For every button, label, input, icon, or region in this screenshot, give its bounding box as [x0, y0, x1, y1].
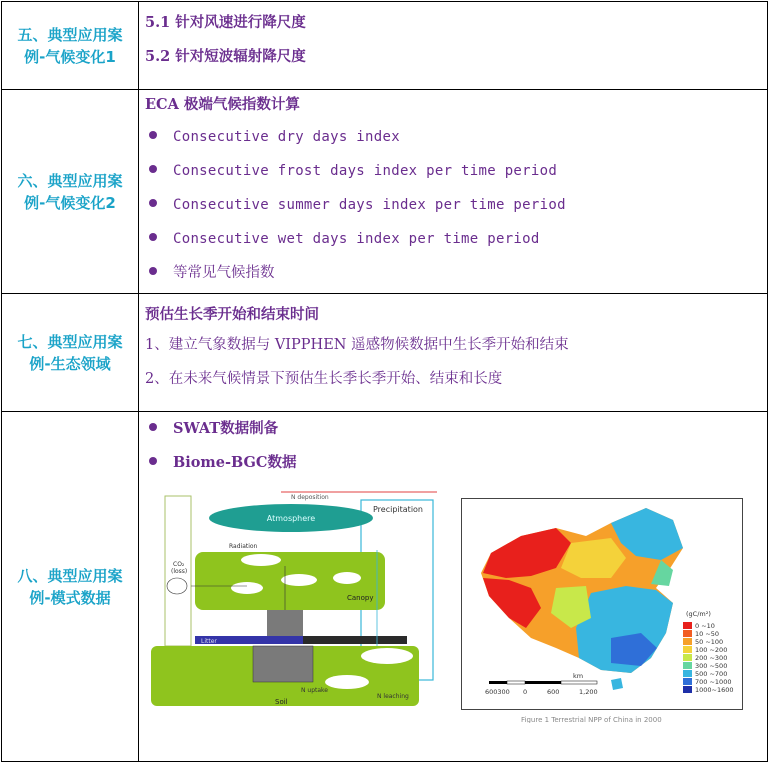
litter-bar-dark	[303, 636, 407, 644]
legend-swatch	[683, 662, 692, 669]
legend-swatch	[683, 622, 692, 629]
n-uptake-label: N uptake	[301, 687, 328, 694]
scale-segment	[507, 681, 525, 684]
scale-segment	[525, 681, 561, 684]
row-content-8	[139, 412, 768, 762]
loss-node	[167, 578, 187, 594]
list-item	[139, 188, 767, 222]
legend-swatch	[683, 686, 692, 693]
map-caption: Figure 1 Terrestrial NPP of China in 2000	[521, 716, 662, 723]
bullet-icon	[149, 165, 157, 173]
legend-swatch	[683, 638, 692, 645]
loss-label: (loss)	[171, 568, 188, 575]
bullet-icon	[149, 457, 157, 465]
bullet-icon	[149, 423, 157, 431]
co2-label: CO₂	[173, 561, 185, 568]
precipitation-label: Precipitation	[373, 505, 424, 514]
canopy-label: Canopy	[347, 594, 374, 602]
radiation-label: Radiation	[229, 543, 258, 550]
list-item	[139, 446, 767, 480]
legend-label: 700 ~1000	[695, 678, 732, 686]
list-item-text: Biome-BGC数据	[173, 454, 297, 471]
list-item-text: 等常见气候指数	[173, 265, 275, 281]
label-line: 例-气候变化2	[24, 193, 116, 212]
row-content-5	[139, 2, 768, 90]
legend-label: 300 ~500	[695, 662, 728, 670]
n-deposition-label: N deposition	[291, 494, 329, 501]
list-item	[139, 256, 767, 290]
region-hainan	[611, 678, 623, 690]
canopy-node	[241, 554, 281, 566]
biome-bgc-diagram	[151, 490, 441, 730]
row-label-5	[2, 2, 139, 90]
soil-pool	[253, 646, 313, 682]
list-item-text: Consecutive summer days index per time period	[173, 197, 566, 213]
scale-label: 600	[547, 688, 560, 696]
legend-title: (gC/m²)	[686, 610, 711, 618]
n-leaching-label: N leaching	[377, 693, 409, 700]
canopy-node	[281, 574, 317, 586]
legend-label: 10 ~50	[695, 630, 720, 638]
legend-label: 0 ~10	[695, 622, 715, 630]
list-item	[139, 412, 767, 446]
scale-segment	[561, 681, 597, 684]
scale-unit: km	[573, 672, 584, 680]
content-line: 5.1 针对风速进行降尺度	[145, 14, 306, 31]
label-line: 例-气候变化1	[24, 47, 116, 66]
label-line: 例-模式数据	[29, 588, 111, 607]
course-table	[1, 1, 768, 762]
content-heading: ECA 极端气候指数计算	[145, 96, 300, 113]
row-content-7	[139, 294, 768, 412]
list-item-text: Consecutive dry days index	[173, 129, 400, 145]
row-label-8	[2, 412, 139, 762]
label-line: 六、典型应用案	[17, 171, 123, 190]
legend-swatch	[683, 678, 692, 685]
list-item-text: Consecutive wet days index per time period	[173, 231, 540, 247]
legend-swatch	[683, 654, 692, 661]
row-content-6	[139, 90, 768, 294]
bullet-icon	[149, 267, 157, 275]
row-label-6	[2, 90, 139, 294]
content-line: 2、在未来气候情景下预估生长季长季开始、结束和长度	[145, 371, 503, 387]
soil-node	[325, 675, 369, 689]
legend-label: 200 ~300	[695, 654, 728, 662]
legend-label: 500 ~700	[695, 670, 728, 678]
table-row	[2, 90, 768, 294]
content-line: 5.2 针对短波辐射降尺度	[145, 48, 306, 65]
label-line: 五、典型应用案	[17, 25, 123, 44]
litter-label: Litter	[201, 638, 217, 645]
list-item-text: SWAT数据制备	[173, 420, 279, 437]
label-line: 例-生态领域	[29, 354, 111, 373]
table-row	[2, 294, 768, 412]
scale-label: 600300	[485, 688, 510, 696]
legend-label: 1000~1600	[695, 686, 734, 694]
atmosphere-label: Atmosphere	[266, 514, 316, 523]
canopy-node	[333, 572, 361, 584]
list-item	[139, 222, 767, 256]
legend-swatch	[683, 646, 692, 653]
bullet-icon	[149, 233, 157, 241]
legend-label: 50 ~100	[695, 638, 724, 646]
scale-segment	[489, 681, 507, 684]
list-item-text: Consecutive frost days index per time period	[173, 163, 558, 179]
content-heading: 预估生长季开始和结束时间	[145, 306, 319, 323]
npp-map-figure	[461, 498, 743, 710]
label-line: 八、典型应用案	[17, 566, 123, 585]
scale-label: 1,200	[579, 688, 598, 696]
bullet-icon	[149, 199, 157, 207]
bullet-icon	[149, 131, 157, 139]
soil-node	[361, 648, 413, 664]
label-line: 七、典型应用案	[17, 332, 123, 351]
content-line: 1、建立气象数据与 VIPPHEN 遥感物候数据中生长季开始和结束	[145, 337, 569, 353]
figure-area	[139, 480, 767, 740]
canopy-node	[231, 582, 263, 594]
list-item	[139, 154, 767, 188]
table-row	[2, 412, 768, 762]
table-row	[2, 2, 768, 90]
soil-label: Soil	[275, 698, 288, 706]
legend-swatch	[683, 630, 692, 637]
legend-swatch	[683, 670, 692, 677]
row-label-7	[2, 294, 139, 412]
list-item	[139, 120, 767, 154]
scale-label: 0	[523, 688, 528, 696]
legend-label: 100 ~200	[695, 646, 728, 654]
